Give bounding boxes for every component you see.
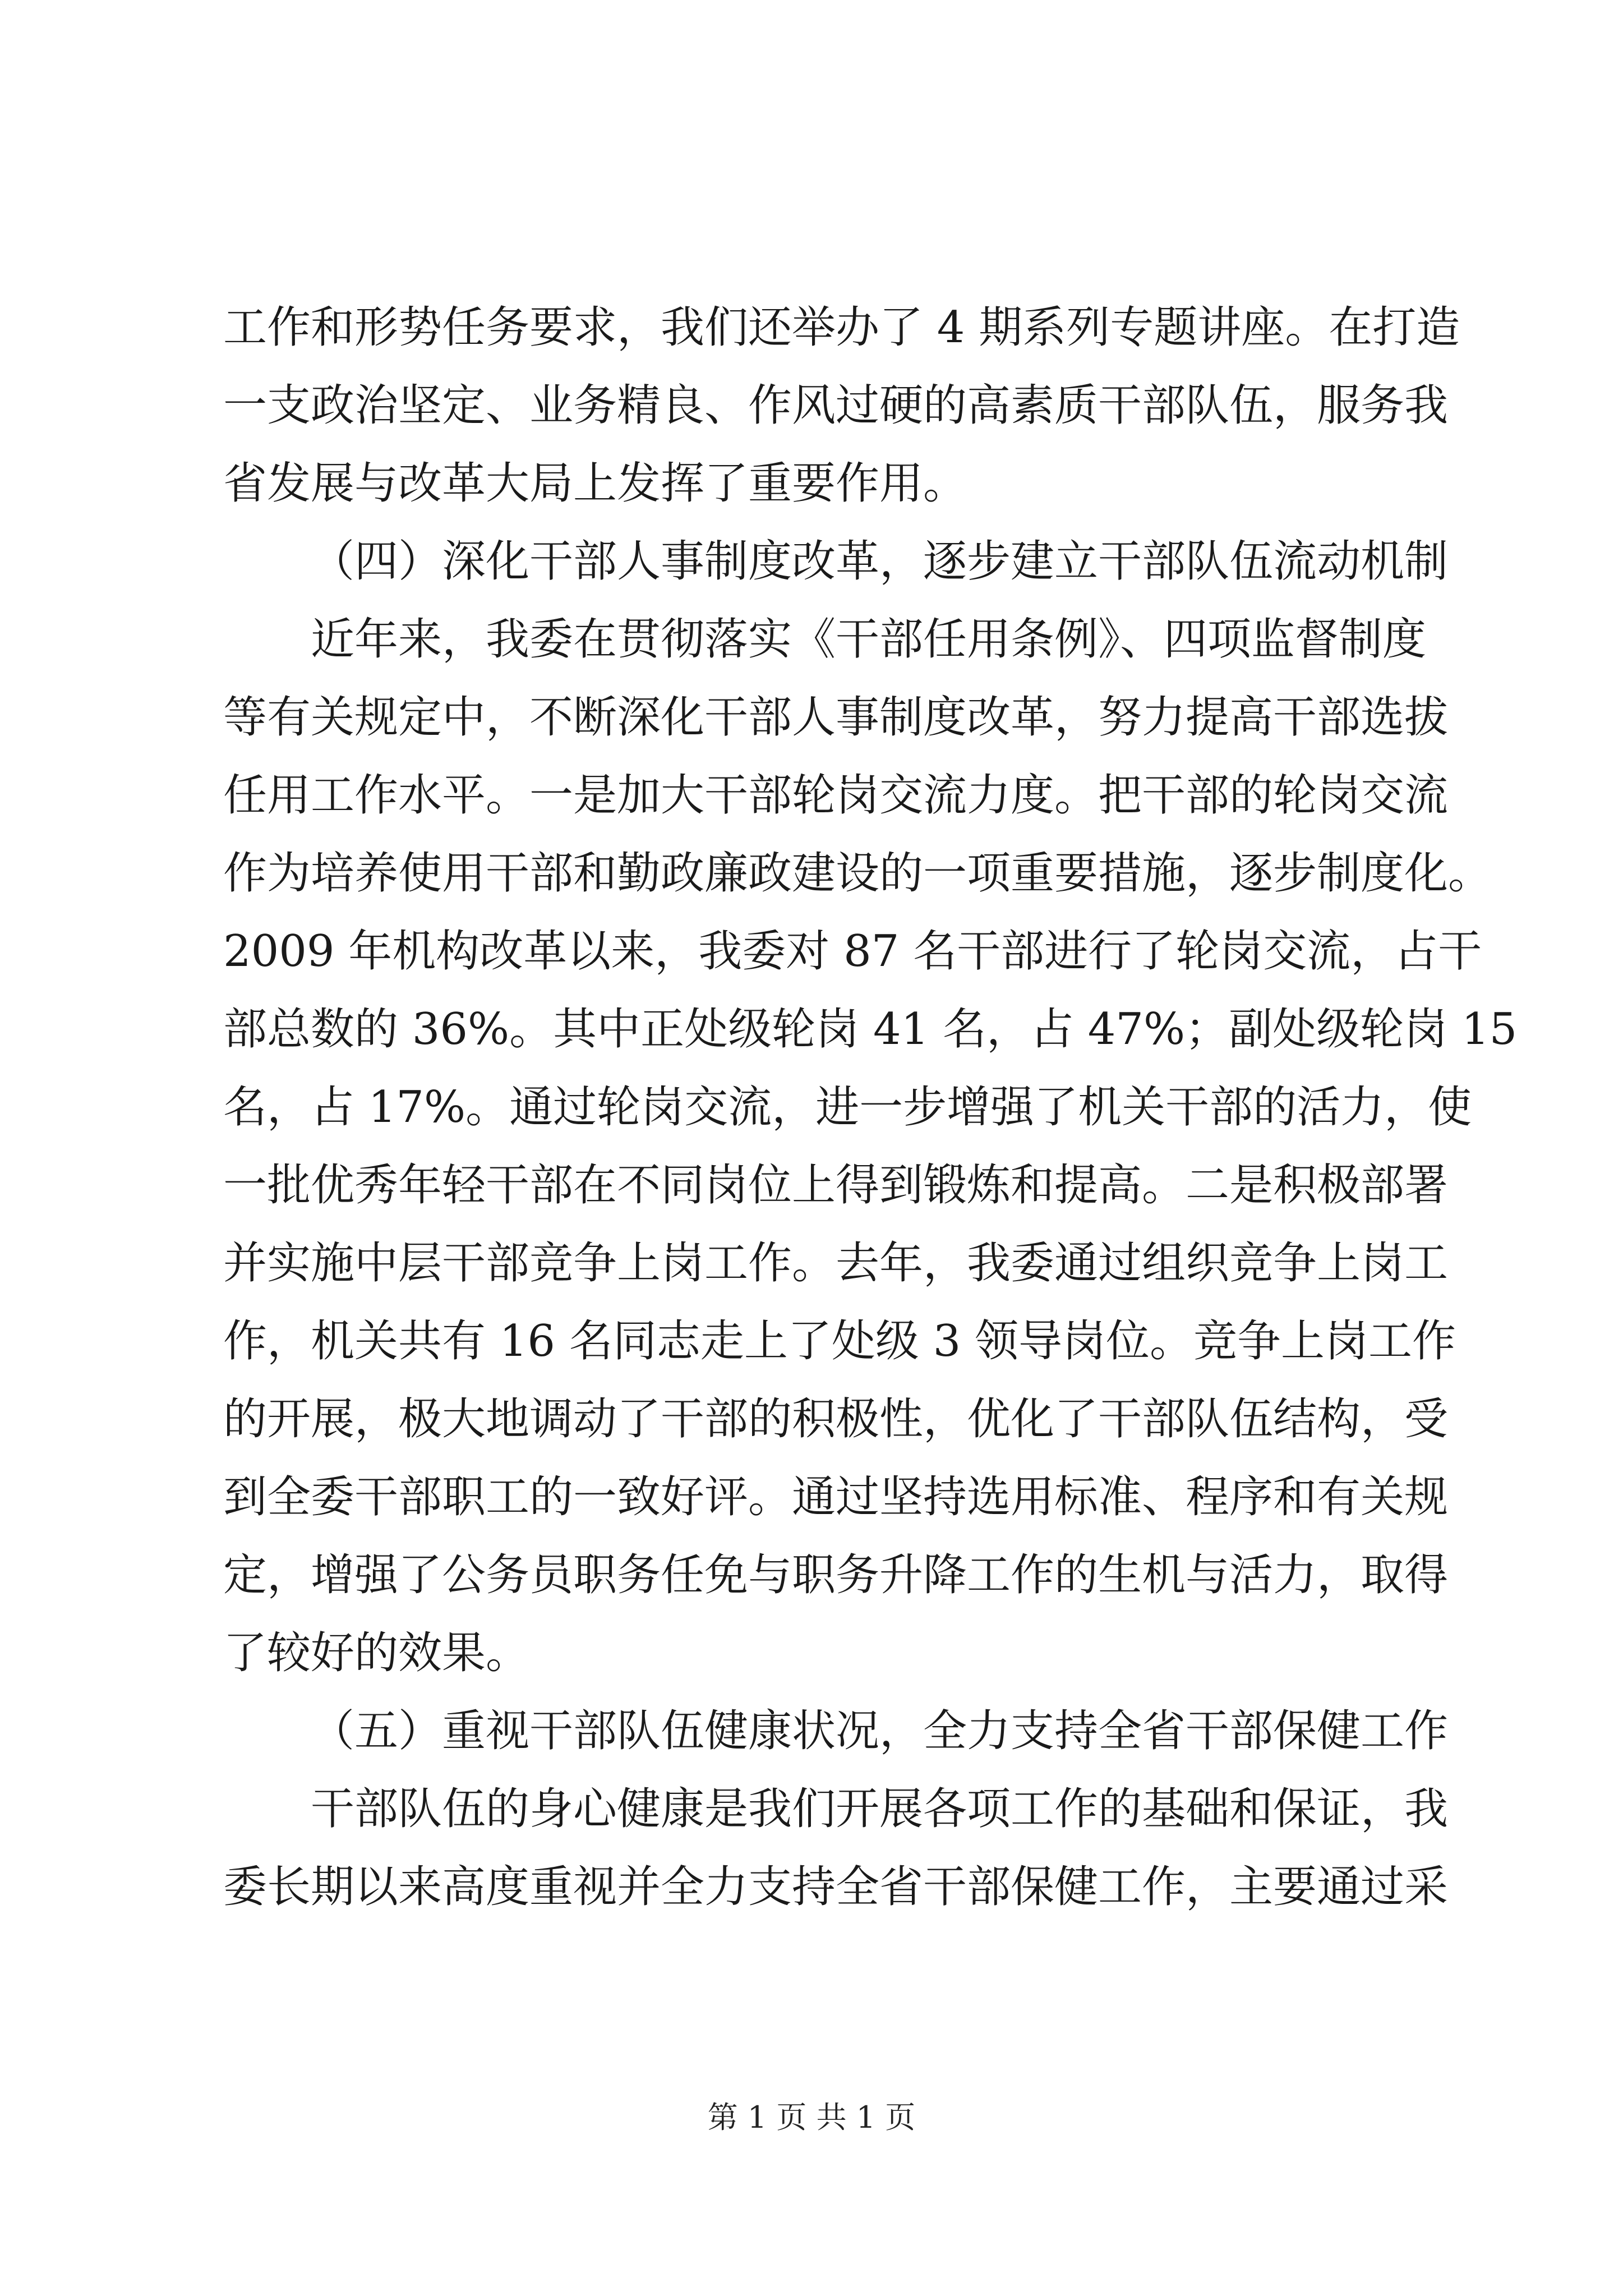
body-line: 委长期以来高度重视并全力支持全省干部保健工作，主要通过采 (223, 1862, 1449, 1912)
body-line: 一支政治坚定、业务精良、作风过硬的高素质干部队伍，服务我 (223, 380, 1449, 431)
body-line: 定，增强了公务员职务任免与职务升降工作的生机与活力，取得 (223, 1550, 1449, 1600)
paragraph-first-line: 近年来，我委在贯彻落实《干部任用条例》、四项监督制度 (311, 614, 1427, 665)
body-line: 作为培养使用干部和勤政廉政建设的一项重要措施，逐步制度化。 (223, 848, 1492, 899)
section-heading-5: （五）重视干部队伍健康状况，全力支持全省干部保健工作 (311, 1706, 1449, 1756)
body-line: 2009 年机构改革以来，我委对 87 名干部进行了轮岗交流，占干 (223, 926, 1482, 977)
body-line: 等有关规定中，不断深化干部人事制度改革，努力提高干部选拔 (223, 692, 1449, 743)
body-line: 部总数的 36%。其中正处级轮岗 41 名，占 47%；副处级轮岗 15 (223, 1004, 1518, 1055)
body-line: 并实施中层干部竞争上岗工作。去年，我委通过组织竞争上岗工 (223, 1238, 1449, 1289)
body-line: 一批优秀年轻干部在不同岗位上得到锻炼和提高。二是积极部署 (223, 1160, 1449, 1211)
body-line: 了较好的效果。 (223, 1628, 530, 1678)
section-heading-4: （四）深化干部人事制度改革，逐步建立干部队伍流动机制 (311, 536, 1449, 587)
page-footer (0, 2098, 1623, 2137)
body-line: 任用工作水平。一是加大干部轮岗交流力度。把干部的轮岗交流 (223, 770, 1449, 821)
body-line: 工作和形势任务要求，我们还举办了 4 期系列专题讲座。在打造 (223, 302, 1460, 353)
document-body (223, 289, 1518, 1926)
body-line: 作，机关共有 16 名同志走上了处级 3 领导岗位。竞争上岗工作 (223, 1316, 1456, 1366)
body-line: 的开展，极大地调动了干部的积极性，优化了干部队伍结构，受 (223, 1394, 1449, 1444)
page-number: 第 1 页 共 1 页 (707, 2100, 916, 2135)
body-line: 到全委干部职工的一致好评。通过坚持选用标准、程序和有关规 (223, 1472, 1449, 1522)
body-line: 省发展与改革大局上发挥了重要作用。 (223, 458, 967, 509)
paragraph-first-line: 干部队伍的身心健康是我们开展各项工作的基础和保证，我 (311, 1784, 1449, 1834)
body-line: 名，占 17%。通过轮岗交流，进一步增强了机关干部的活力，使 (223, 1082, 1472, 1133)
